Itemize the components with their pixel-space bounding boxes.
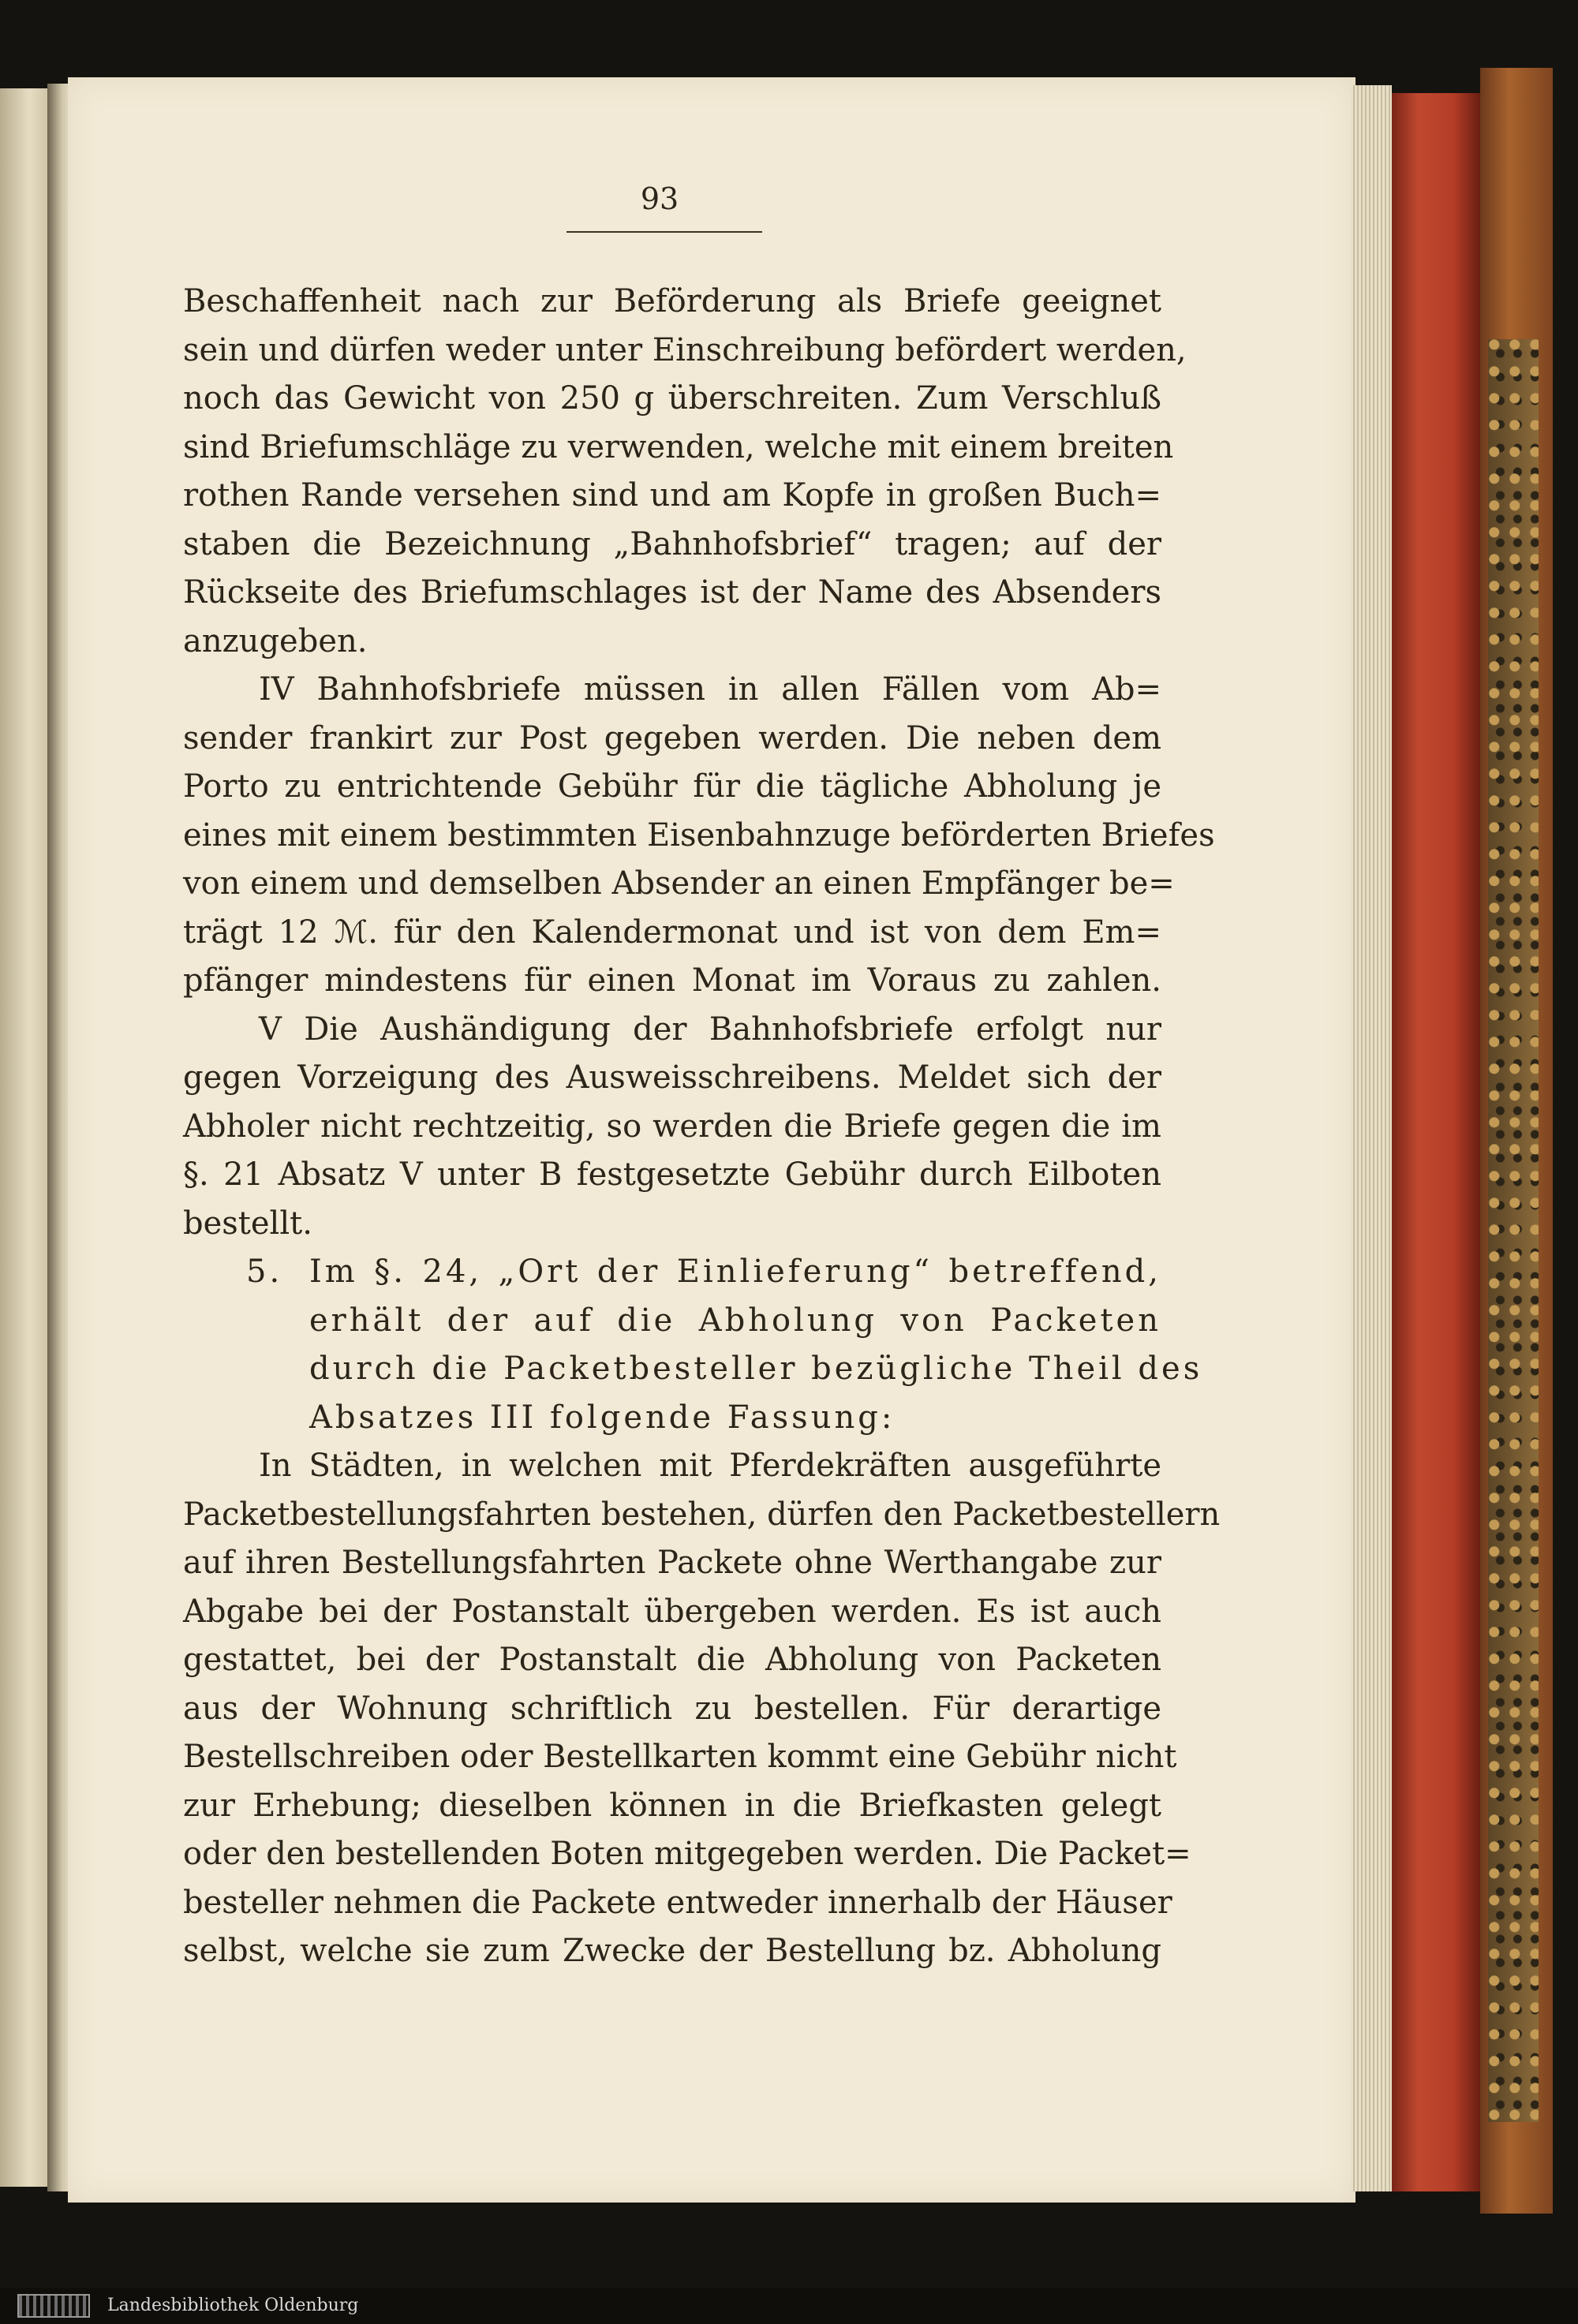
text-line: Porto zu entrichtende Gebühr für die tägliche Abholung je [183, 768, 1161, 805]
library-name: Landesbibliothek Oldenburg [107, 2296, 359, 2315]
library-logo-icon [17, 2294, 90, 2318]
text-line: selbst, welche sie zum Zwecke der Bestellung bz. Abholung [183, 1933, 1161, 1969]
text-line: von einem und demselben Absender an einen Empfänger be= [183, 865, 1175, 902]
item-number: 5. [246, 1254, 283, 1290]
text-line: zur Erhebung; dieselben können in die Briefkasten gelegt [183, 1787, 1161, 1824]
text-line: pfänger mindestens für einen Monat im Voraus zu zahlen. [183, 962, 1161, 999]
text-line: bestellt. [183, 1205, 312, 1242]
marbled-cover [1488, 339, 1539, 2122]
text-line: rothen Rande versehen sind und am Kopfe in großen Buch= [183, 477, 1161, 514]
text-line: In Städten, in welchen mit Pferdekräften ausgeführte [259, 1448, 1161, 1484]
text-line: Rückseite des Briefumschlages ist der Name des Absenders [183, 574, 1161, 611]
text-line: oder den bestellenden Boten mitgegeben werden. Die Packet= [183, 1836, 1191, 1872]
text-line: auf ihren Bestellungsfahrten Packete ohne Werthangabe zur [183, 1545, 1161, 1581]
text-line: gestattet, bei der Postanstalt die Abholung von Packeten [183, 1642, 1161, 1678]
text-line: sind Briefumschläge zu verwenden, welche mit einem breiten [183, 428, 1174, 465]
text-line: IV Bahnhofsbriefe müssen in allen Fällen vom Ab= [259, 671, 1161, 708]
left-page-edge [0, 88, 50, 2187]
text-line: aus der Wohnung schriftlich zu bestellen. Für derartige [183, 1690, 1161, 1727]
text-line: gegen Vorzeigung des Ausweisschreibens. Meldet sich der [183, 1059, 1161, 1096]
text-line: Abgabe bei der Postanstalt übergeben werden. Es ist auch [183, 1593, 1161, 1630]
text-line: erhält der auf die Abholung von Packeten [309, 1302, 1161, 1339]
text-line: Abholer nicht rechtzeitig, so werden die Briefe gegen die im [183, 1108, 1161, 1145]
header-rule [567, 231, 762, 233]
text-line: besteller nehmen die Packete entweder innerhalb der Häuser [183, 1884, 1172, 1921]
page-number: 93 [640, 181, 679, 216]
text-line: noch das Gewicht von 250 g überschreiten. Zum Verschluß [183, 380, 1161, 417]
text-line: V Die Aushändigung der Bahnhofsbriefe erfolgt nur [259, 1011, 1161, 1048]
text-line: durch die Packetbesteller bezügliche Theil des [309, 1351, 1203, 1387]
text-line [183, 1248, 1161, 1297]
text-line: Packetbestellungsfahrten bestehen, dürfen den Packetbestellern [183, 1496, 1221, 1533]
text-line: Absatzes III folgende Fassung: [309, 1399, 896, 1436]
red-page-edge [1392, 93, 1480, 2191]
text-line: staben die Bezeichnung „Bahnhofsbrief“ tragen; auf der [183, 525, 1161, 562]
text-line: anzugeben. [183, 622, 368, 659]
body-text [183, 278, 1221, 1976]
text-line: Beschaffenheit nach zur Beförderung als Briefe geeignet [183, 283, 1161, 319]
text-line: §. 21 Absatz V unter B festgesetzte Gebühr durch Eilboten [183, 1156, 1161, 1193]
text-line: Bestellschreiben oder Bestellkarten kommt eine Gebühr nicht [183, 1739, 1177, 1775]
text-line: sender frankirt zur Post gegeben werden. Die neben dem [183, 719, 1161, 757]
page-edges [1351, 85, 1392, 2191]
item-text: Im §. 24, „Ort der Einlieferung“ betreffend, [309, 1254, 1161, 1290]
text-line: sein und dürfen weder unter Einschreibung befördert werden, [183, 331, 1187, 368]
text-line: eines mit einem bestimmten Eisenbahnzuge beförderten Briefes [183, 816, 1215, 854]
text-line: trägt 12 ℳ. für den Kalendermonat und ist von dem Em= [183, 914, 1161, 951]
